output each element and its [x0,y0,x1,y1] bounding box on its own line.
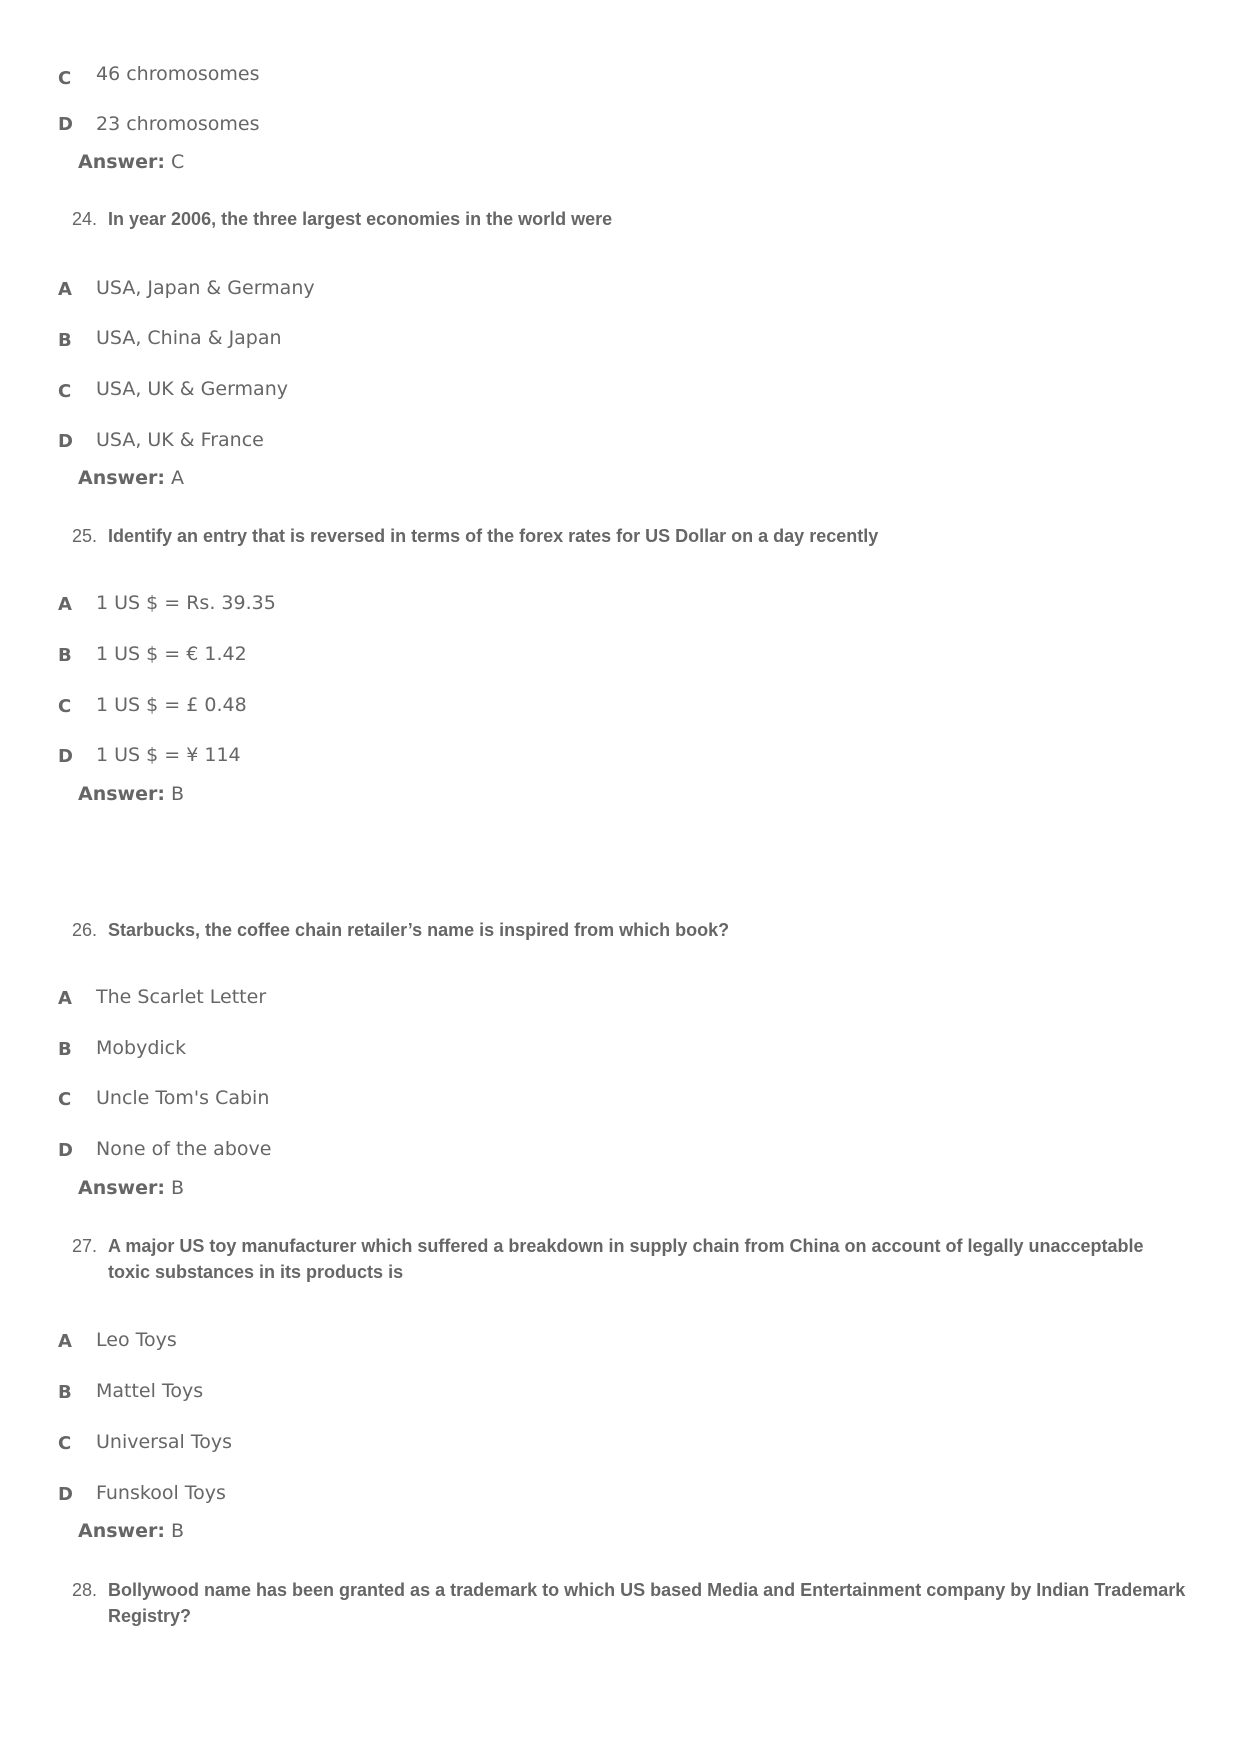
option-letter: D [58,746,73,767]
option-text: Universal Toys [96,1431,232,1453]
question-number: 27. [72,1236,98,1256]
answer-value: A [171,467,184,489]
answer-line [78,151,184,173]
answer-label: Answer: [78,1177,165,1199]
option-letter: A [58,988,72,1009]
option-text: USA, UK & Germany [96,378,288,400]
option-text: USA, UK & France [96,429,264,451]
answer-value: B [171,1177,185,1199]
answer-value: B [171,783,185,805]
question-number: 25. [72,526,98,546]
option-letter: A [58,1331,72,1352]
answer-value: C [171,151,185,173]
option-letter: D [58,431,73,452]
answer-line [78,467,184,489]
question-text: A major US toy manufacturer which suffered a breakdown in supply chain from China on account of legally unacceptable toxic substances in its products is [108,1236,1144,1282]
option-letter: D [58,1484,73,1505]
option-letter: C [58,381,72,402]
answer-label: Answer: [78,783,165,805]
question-text: Bollywood name has been granted as a trademark to which US based Media and Entertainment company by Indian Trademark Registry? [108,1580,1186,1626]
option-text: Leo Toys [96,1329,177,1351]
option-text: 1 US $ = Rs. 39.35 [96,592,276,614]
option-text: 1 US $ = ¥ 114 [96,744,241,766]
question-text: Starbucks, the coffee chain retailer’s name is inspired from which book? [108,920,730,940]
option-text: Mobydick [96,1037,187,1059]
answer-label: Answer: [78,467,165,489]
option-letter: D [58,1140,73,1161]
option-text: USA, Japan & Germany [96,277,315,299]
option-text: Funskool Toys [96,1482,226,1504]
question-number: 24. [72,209,98,229]
option-text: 46 chromosomes [96,63,260,85]
answer-line [78,783,184,805]
option-text: None of the above [96,1138,272,1160]
option-letter: D [58,114,73,135]
option-letter: B [58,645,72,666]
option-text: Uncle Tom's Cabin [96,1087,270,1109]
option-letter: A [58,279,72,300]
option-text: 23 chromosomes [96,113,260,135]
question-number: 26. [72,920,98,940]
question-text: Identify an entry that is reversed in terms of the forex rates for US Dollar on a day recently [108,526,879,546]
question-number: 28. [72,1580,98,1600]
option-letter: C [58,68,72,89]
option-text: The Scarlet Letter [96,986,267,1008]
option-letter: C [58,1089,72,1110]
option-letter: C [58,1433,72,1454]
option-letter: B [58,1382,72,1403]
answer-label: Answer: [78,1520,165,1542]
option-letter: A [58,594,72,615]
option-text: Mattel Toys [96,1380,204,1402]
option-text: USA, China & Japan [96,327,282,349]
option-letter: B [58,330,72,351]
question-text: In year 2006, the three largest economies in the world were [108,209,613,229]
option-text: 1 US $ = € 1.42 [96,643,247,665]
answer-line [78,1520,184,1542]
answer-value: B [171,1520,185,1542]
answer-line [78,1177,184,1199]
option-letter: C [58,696,72,717]
answer-label: Answer: [78,151,165,173]
option-text: 1 US $ = £ 0.48 [96,694,247,716]
option-letter: B [58,1039,72,1060]
